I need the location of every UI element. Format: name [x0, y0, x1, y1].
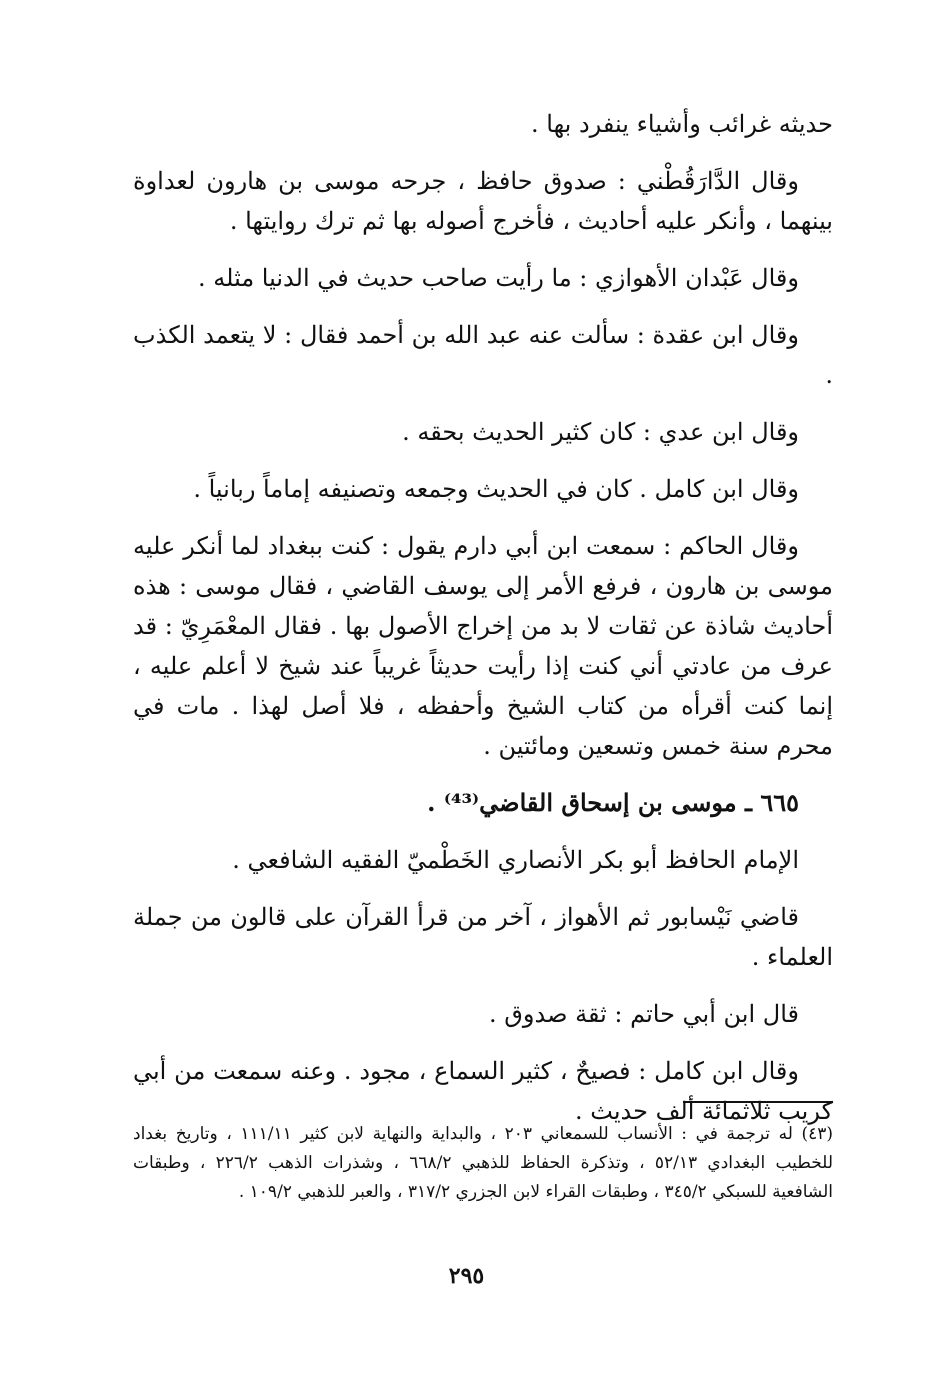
main-text: [133, 104, 833, 1148]
paragraph-ibn-kamil-2: وقال ابن كامل : فصيحٌ ، كثير السماع ، مجود . وعنه سمعت من أبي كريب ثلاثمائة ألف حديث .: [133, 1057, 833, 1125]
paragraph-continuation: حديثه غرائب وأشياء ينفرد بها .: [531, 110, 833, 138]
paragraph-ibn-kamil: وقال ابن كامل . كان في الحديث وجمعه وتصنيفه إماماً ربانياً .: [193, 475, 799, 503]
page-number: ٢٩٥: [448, 1263, 485, 1289]
entry-heading: ٦٦٥ ـ موسى بن إسحاق القاضي⁽⁴³⁾ .: [427, 788, 799, 817]
paragraph-ibn-abi-hatim: قال ابن أبي حاتم : ثقة صدوق .: [489, 1000, 799, 1028]
paragraph-ibn-adi: وقال ابن عدي : كان كثير الحديث بحقه .: [402, 418, 799, 446]
paragraph-hakim: وقال الحاكم : سمعت ابن أبي دارم يقول : كنت ببغداد لما أنكر عليه موسى بن هارون ، فرفع الأمر إلى يوسف القاضي ، فقال موسى : هذه أحاديث شاذة عن ثقات لا بد من إخراج الأصول بها . فقال المعْمَرِيّ : قد عرف من عادتي أني كنت إذا رأيت حديثاً غريباً عند شيخ لا أعلم عليه ، إنما كنت أقرأه من كتاب الشيخ وأحفظه ، فلا أصل لهذا . مات في محرم سنة خمس وتسعين ومائتين .: [133, 532, 833, 760]
paragraph-ibn-uqda: وقال ابن عقدة : سألت عنه عبد الله بن أحمد فقال : لا يتعمد الكذب .: [133, 321, 833, 389]
footnote: (٤٣) له ترجمة في : الأنساب للسمعاني ٢٠٣ ، والبداية والنهاية لابن كثير ١١١/١١ ، وتاريخ بغداد للخطيب البغدادي ٥٢/١٣ ، وتذكرة الحفاظ للذهبي ٦٦٨/٢ ، وشذرات الذهب ٢٢٦/٢ ، وطبقات الشافعية للسبكي ٣٤٥/٢ ، وطبقات القراء لابن الجزري ٣١٧/٢ ، والعبر للذهبي ١٠٩/٢ .: [133, 1124, 833, 1202]
paragraph-qadi: قاضي نَيْسابور ثم الأهواز ، آخر من قرأ القرآن على قالون من جملة العلماء .: [133, 903, 833, 971]
paragraph-daraqutni: وقال الدَّارَقُطْني : صدوق حافظ ، جرحه موسى بن هارون لعداوة بينهما ، وأنكر عليه أحاديث ، فأخرج أصوله بها ثم ترك روايتها .: [133, 167, 833, 235]
paragraph-abdan: وقال عَبْدان الأهوازي : ما رأيت صاحب حديث في الدنيا مثله .: [198, 264, 799, 292]
paragraph-imam: الإمام الحافظ أبو بكر الأنصاري الخَطْميّ الفقيه الشافعي .: [232, 846, 799, 874]
footnote-divider: [683, 1101, 833, 1103]
